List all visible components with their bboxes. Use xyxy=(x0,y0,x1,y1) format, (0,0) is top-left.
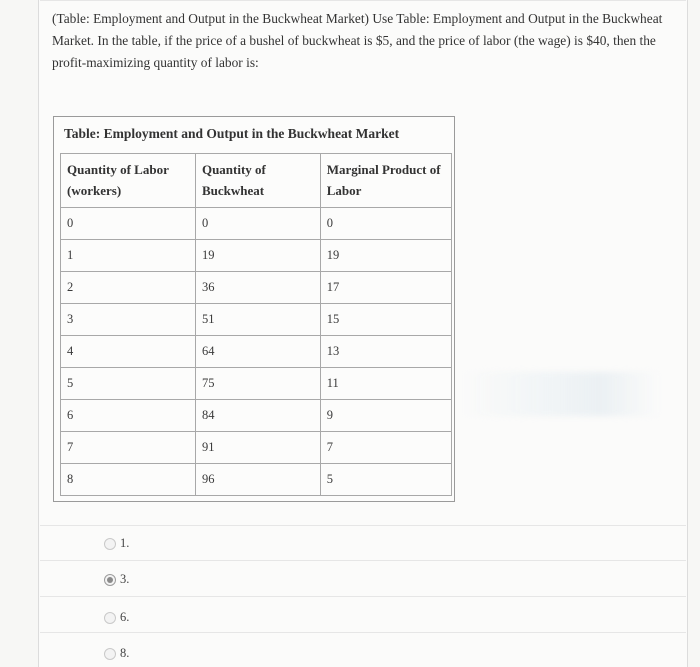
choice-8[interactable] xyxy=(104,646,224,664)
header-marginal-product: Marginal Product of Labor xyxy=(320,154,451,208)
choice-label: 1. xyxy=(120,536,130,550)
table-row xyxy=(61,432,452,464)
cell-labor: 8 xyxy=(61,464,196,496)
employment-table xyxy=(53,116,455,502)
cell-output: 96 xyxy=(195,464,320,496)
radio-button[interactable] xyxy=(104,612,116,624)
cell-mpl: 5 xyxy=(320,464,451,496)
cell-labor: 0 xyxy=(61,208,196,240)
header-quantity-of-labor: Quantity of Labor (workers) xyxy=(61,154,196,208)
question-text: (Table: Employment and Output in the Buckwheat Market) Use Table: Employment and Output in the Buckwheat Market. In the table, if the price of a bushel of buckwheat is $5, and the price of labor (the wage) is $40, then the profit-maximizing quantity of labor is: xyxy=(52,11,663,70)
cell-mpl: 15 xyxy=(320,304,451,336)
table-row xyxy=(61,208,452,240)
table-row xyxy=(61,368,452,400)
cell-labor: 7 xyxy=(61,432,196,464)
cell-mpl: 17 xyxy=(320,272,451,304)
cell-mpl: 0 xyxy=(320,208,451,240)
cell-mpl: 11 xyxy=(320,368,451,400)
choice-6[interactable] xyxy=(104,610,224,628)
table-header-row xyxy=(61,154,452,208)
cell-labor: 4 xyxy=(61,336,196,368)
table-row xyxy=(61,400,452,432)
cell-output: 91 xyxy=(195,432,320,464)
divider xyxy=(40,632,686,633)
table-row xyxy=(61,464,452,496)
cell-output: 51 xyxy=(195,304,320,336)
choice-3[interactable] xyxy=(104,572,224,590)
table-row xyxy=(61,336,452,368)
divider xyxy=(40,525,686,526)
cell-mpl: 19 xyxy=(320,240,451,272)
divider xyxy=(40,596,686,597)
cell-output: 64 xyxy=(195,336,320,368)
data-table xyxy=(60,153,452,496)
cell-labor: 5 xyxy=(61,368,196,400)
cell-mpl: 13 xyxy=(320,336,451,368)
radio-button[interactable] xyxy=(104,648,116,660)
cell-output: 36 xyxy=(195,272,320,304)
cell-labor: 3 xyxy=(61,304,196,336)
choice-label: 6. xyxy=(120,610,130,624)
table-title: Table: Employment and Output in the Buckwheat Market xyxy=(64,126,400,141)
cell-output: 0 xyxy=(195,208,320,240)
cell-mpl: 7 xyxy=(320,432,451,464)
radio-button[interactable] xyxy=(104,538,116,550)
cell-mpl: 9 xyxy=(320,400,451,432)
cell-output: 84 xyxy=(195,400,320,432)
screen-glare xyxy=(462,372,662,416)
cell-labor: 6 xyxy=(61,400,196,432)
table-row xyxy=(61,304,452,336)
header-quantity-of-buckwheat: Quantity of Buckwheat xyxy=(195,154,320,208)
table-row xyxy=(61,240,452,272)
choice-label: 8. xyxy=(120,646,130,660)
cell-output: 75 xyxy=(195,368,320,400)
radio-button-selected[interactable] xyxy=(104,574,116,586)
cell-labor: 2 xyxy=(61,272,196,304)
divider xyxy=(40,0,686,1)
table-row xyxy=(61,272,452,304)
choice-1[interactable] xyxy=(104,536,224,554)
choice-label: 3. xyxy=(120,572,130,586)
cell-labor: 1 xyxy=(61,240,196,272)
divider xyxy=(40,560,686,561)
cell-output: 19 xyxy=(195,240,320,272)
